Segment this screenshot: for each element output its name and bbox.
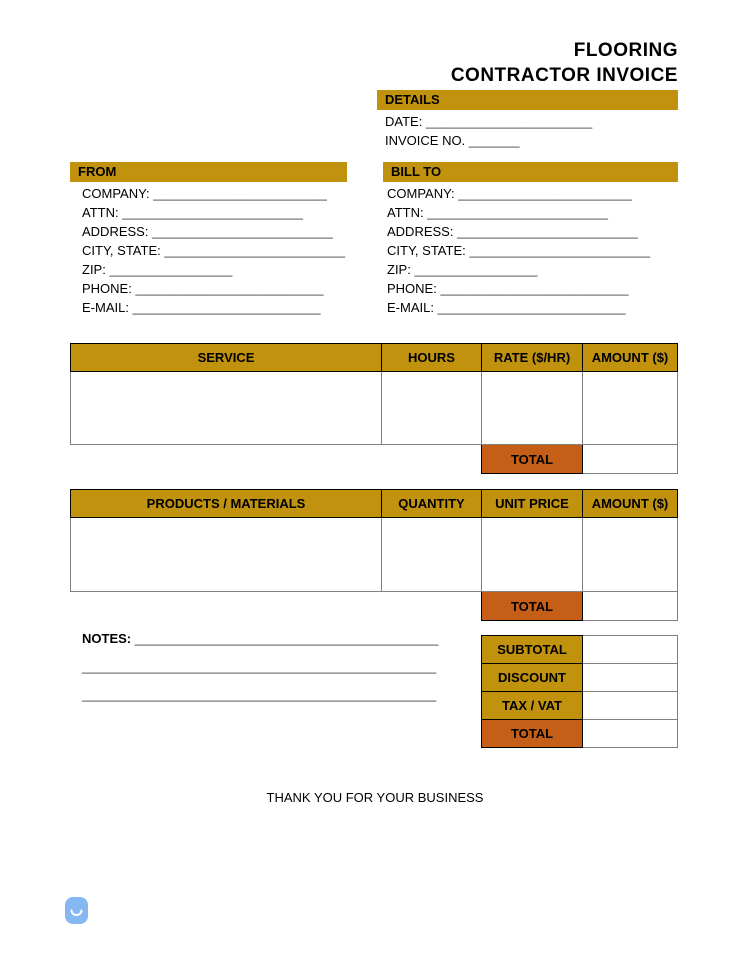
service-amount-cell[interactable] [583,372,678,445]
hours-col-header: HOURS [382,344,482,372]
hours-cell[interactable] [382,372,482,445]
discount-label: DISCOUNT [482,664,583,692]
tax-vat-value[interactable] [583,692,678,720]
notes-blank-3[interactable]: _________________________________________________ [82,687,437,702]
discount-value[interactable] [583,664,678,692]
invoice-no-blank-line[interactable]: _______ [468,133,520,148]
unit-price-cell[interactable] [482,518,583,592]
quantity-col-header: QUANTITY [382,490,482,518]
products-amount-cell[interactable] [583,518,678,592]
products-cell[interactable] [71,518,382,592]
service-total-label: TOTAL [482,445,583,474]
date-label: DATE: [385,114,423,129]
smiley-logo-icon [65,897,88,924]
bill-to-city-state-blank[interactable]: _________________________ [469,243,651,258]
from-city-state-field [82,241,347,260]
bill-to-zip-label: ZIP: [387,262,411,277]
bill-to-company-label: COMPANY: [387,186,455,201]
bill-to-zip-blank[interactable]: _________________ [414,262,538,277]
from-company-blank[interactable]: ________________________ [153,186,327,201]
date-field [385,112,678,131]
bill-to-zip-field [387,260,678,279]
bill-to-address-label: ADDRESS: [387,224,454,239]
from-attn-label: ATTN: [82,205,119,220]
bill-to-phone-label: PHONE: [387,281,437,296]
notes-blank-1[interactable]: __________________________________________ [134,631,439,646]
grand-total-value[interactable] [583,720,678,748]
bill-to-company-blank[interactable]: ________________________ [458,186,632,201]
invoice-no-label: INVOICE NO. [385,133,466,148]
rate-cell[interactable] [482,372,583,445]
from-phone-blank[interactable]: __________________________ [135,281,324,296]
rate-col-header: RATE ($/HR) [482,344,583,372]
from-address-label: ADDRESS: [82,224,149,239]
notes-section [82,625,438,709]
bill-to-city-state-field [387,241,678,260]
summary-table [481,635,678,748]
bill-to-email-label: E-MAIL: [387,300,434,315]
grand-total-label: TOTAL [482,720,583,748]
subtotal-label: SUBTOTAL [482,636,583,664]
service-amount-col-header: AMOUNT ($) [583,344,678,372]
service-cell[interactable] [71,372,382,445]
from-header: FROM [70,162,347,182]
date-blank-line[interactable]: _______________________ [425,114,593,129]
notes-label: NOTES: [82,631,132,646]
bill-to-city-state-label: CITY, STATE: [387,243,466,258]
bill-to-header: BILL TO [383,162,678,182]
unit-price-col-header: UNIT PRICE [482,490,583,518]
tax-vat-label: TAX / VAT [482,692,583,720]
from-attn-blank[interactable]: _________________________ [122,205,303,220]
bill-to-phone-field [387,279,678,298]
bill-to-email-field [387,298,678,317]
from-section [70,162,347,317]
details-section [377,90,678,150]
from-email-label: E-MAIL: [82,300,129,315]
from-company-field [82,184,347,203]
notes-line-1 [82,625,438,653]
bill-to-company-field [387,184,678,203]
from-zip-field [82,260,347,279]
from-phone-field [82,279,347,298]
bill-to-phone-blank[interactable]: __________________________ [440,281,629,296]
thank-you-message: THANK YOU FOR YOUR BUSINESS [266,790,484,805]
details-header: DETAILS [377,90,678,110]
from-attn-field [82,203,347,222]
bill-to-address-blank[interactable]: _________________________ [457,224,638,239]
from-zip-label: ZIP: [82,262,106,277]
products-col-header: PRODUCTS / MATERIALS [71,490,382,518]
service-col-header: SERVICE [71,344,382,372]
quantity-cell[interactable] [382,518,482,592]
products-amount-col-header: AMOUNT ($) [583,490,678,518]
subtotal-value[interactable] [583,636,678,664]
bill-to-attn-field [387,203,678,222]
notes-blank-2[interactable]: _________________________________________________ [82,659,437,674]
service-table [70,343,678,474]
page-title-line1: FLOORING [573,40,678,61]
from-city-state-blank[interactable]: _________________________ [164,243,346,258]
products-table [70,489,678,621]
bill-to-attn-blank[interactable]: _________________________ [427,205,608,220]
from-address-blank[interactable]: _________________________ [152,224,333,239]
bill-to-section [383,162,678,317]
products-total-spacer [71,592,482,621]
page-title [451,38,678,88]
invoice-no-field [385,131,678,150]
from-email-field [82,298,347,317]
from-company-label: COMPANY: [82,186,150,201]
products-total-label: TOTAL [482,592,583,621]
products-total-value[interactable] [583,592,678,621]
bill-to-attn-label: ATTN: [387,205,424,220]
page-title-line2: CONTRACTOR INVOICE [450,65,678,86]
from-address-field [82,222,347,241]
service-total-spacer [71,445,482,474]
bill-to-email-blank[interactable]: __________________________ [437,300,626,315]
from-phone-label: PHONE: [82,281,132,296]
bill-to-address-field [387,222,678,241]
from-email-blank[interactable]: __________________________ [132,300,321,315]
from-zip-blank[interactable]: _________________ [109,262,233,277]
from-city-state-label: CITY, STATE: [82,243,161,258]
service-total-value[interactable] [583,445,678,474]
